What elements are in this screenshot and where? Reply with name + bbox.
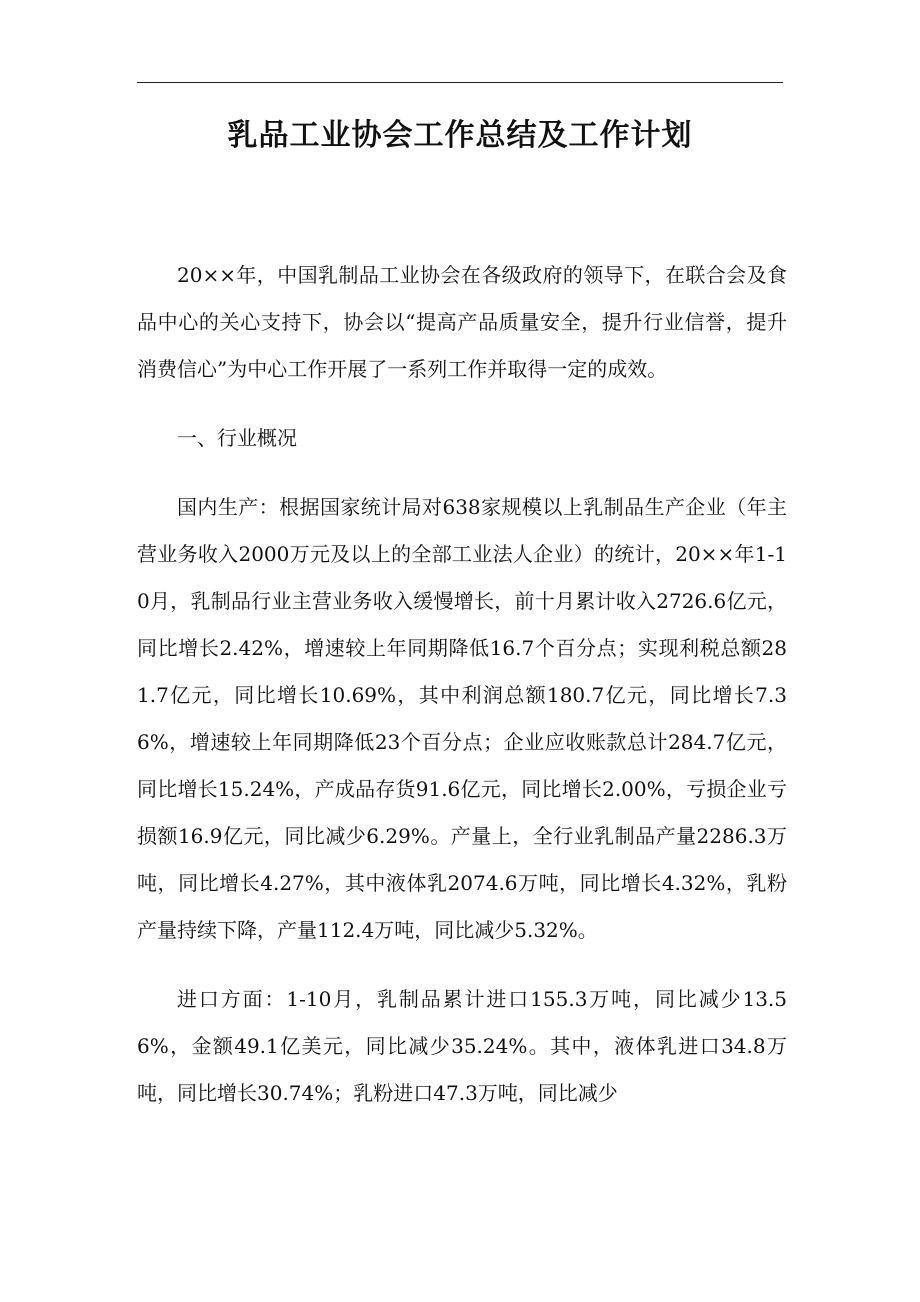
header-rule bbox=[137, 82, 783, 83]
document-body bbox=[137, 252, 787, 1139]
intro-paragraph: 20××年，中国乳制品工业协会在各级政府的领导下，在联合会及食品中心的关心支持下，协会以“提高产品质量安全，提升行业信誉，提升消费信心”为中心工作开展了一系列工作并取得一定的成效。 bbox=[137, 263, 787, 381]
domestic-production-paragraph: 国内生产：根据国家统计局对638家规模以上乳制品生产企业（年主营业务收入2000万元及以上的全部工业法人企业）的统计，20××年1-10月，乳制品行业主营业务收入缓慢增长，前十月累计收入2726.6亿元，同比增长2.42%，增速较上年同期降低16.7个百分点；实现利税总额281.7亿元，同比增长10.69%，其中利润总额180.7亿元，同比增长7.36%，增速较上年同期降低23个百分点；企业应收账款总计284.7亿元，同比增长15.24%，产成品存货91.6亿元，同比增长2.00%，亏损企业亏损额16.9亿元，同比减少6.29%。产量上，全行业乳制品产量2286.3万吨，同比增长4.27%，其中液体乳2074.6万吨，同比增长4.32%，乳粉产量持续下降，产量112.4万吨，同比减少5.32%。 bbox=[137, 495, 787, 942]
imports-paragraph: 进口方面：1-10月，乳制品累计进口155.3万吨，同比减少13.56%，金额49.1亿美元，同比减少35.24%。其中，液体乳进口34.8万吨，同比增长30.74%；乳粉进口47.3万吨，同比减少 bbox=[137, 987, 787, 1105]
section-heading-industry-overview: 一、行业概况 bbox=[177, 426, 297, 450]
document-title: 乳品工业协会工作总结及工作计划 bbox=[227, 118, 693, 153]
